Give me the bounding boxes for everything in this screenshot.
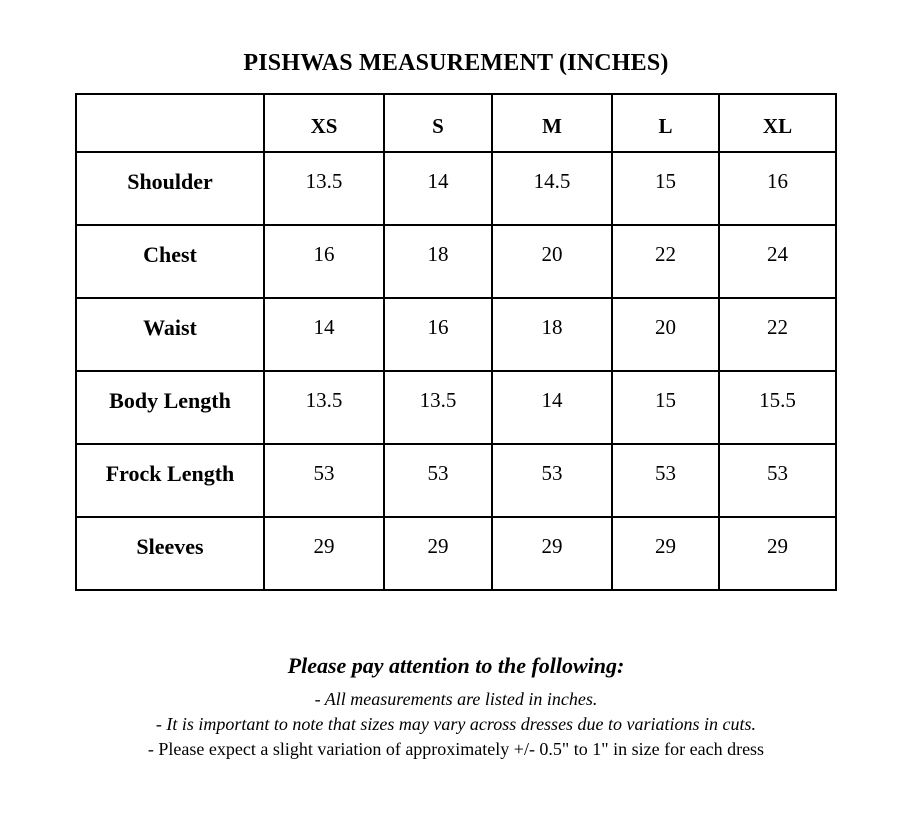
measurement-cell: 13.5 — [264, 371, 384, 444]
table-row-chest — [76, 225, 836, 298]
measurement-cell: 20 — [612, 298, 719, 371]
measurement-table — [75, 93, 837, 591]
row-label-shoulder: Shoulder — [76, 152, 264, 225]
note-line-tolerance: - Please expect a slight variation of approximately +/- 0.5" to 1" in size for each dress — [147, 739, 765, 759]
measurement-cell: 29 — [384, 517, 492, 590]
notes-heading: Please pay attention to the following: — [287, 653, 625, 678]
measurement-cell: 29 — [719, 517, 836, 590]
row-label-frock-length: Frock Length — [76, 444, 264, 517]
column-header-m: M — [492, 94, 612, 152]
row-label-waist: Waist — [76, 298, 264, 371]
measurement-cell: 18 — [384, 225, 492, 298]
measurement-cell: 13.5 — [264, 152, 384, 225]
measurement-cell: 16 — [264, 225, 384, 298]
notes-section — [0, 653, 912, 762]
measurement-cell: 15 — [612, 152, 719, 225]
column-header-l: L — [612, 94, 719, 152]
note-line-size-variation: - It is important to note that sizes may vary across dresses due to variations in cuts. — [155, 714, 757, 734]
measurement-cell: 14 — [264, 298, 384, 371]
measurement-cell: 53 — [719, 444, 836, 517]
measurement-cell: 29 — [612, 517, 719, 590]
measurement-cell: 29 — [492, 517, 612, 590]
row-label-body-length: Body Length — [76, 371, 264, 444]
measurement-cell: 53 — [264, 444, 384, 517]
measurement-cell: 22 — [612, 225, 719, 298]
measurement-cell: 20 — [492, 225, 612, 298]
table-row-body-length — [76, 371, 836, 444]
column-header-xs: XS — [264, 94, 384, 152]
measurement-cell: 18 — [492, 298, 612, 371]
measurement-cell: 13.5 — [384, 371, 492, 444]
table-header-row — [76, 94, 836, 152]
measurement-cell: 15 — [612, 371, 719, 444]
row-label-chest: Chest — [76, 225, 264, 298]
measurement-cell: 16 — [719, 152, 836, 225]
measurement-cell: 53 — [612, 444, 719, 517]
measurement-cell: 29 — [264, 517, 384, 590]
note-line-inches: - All measurements are listed in inches. — [314, 689, 598, 709]
column-header-xl: XL — [719, 94, 836, 152]
column-header-s: S — [384, 94, 492, 152]
row-label-sleeves: Sleeves — [76, 517, 264, 590]
measurement-cell: 22 — [719, 298, 836, 371]
table-row-waist — [76, 298, 836, 371]
table-row-shoulder — [76, 152, 836, 225]
corner-cell — [76, 94, 264, 152]
table-row-frock-length — [76, 444, 836, 517]
measurement-cell: 53 — [492, 444, 612, 517]
measurement-cell: 14 — [384, 152, 492, 225]
measurement-cell: 24 — [719, 225, 836, 298]
measurement-cell: 53 — [384, 444, 492, 517]
measurement-cell: 14 — [492, 371, 612, 444]
measurement-cell: 14.5 — [492, 152, 612, 225]
table-row-sleeves — [76, 517, 836, 590]
measurement-cell: 16 — [384, 298, 492, 371]
page-title: PISHWAS MEASUREMENT (INCHES) — [243, 50, 669, 76]
measurement-cell: 15.5 — [719, 371, 836, 444]
